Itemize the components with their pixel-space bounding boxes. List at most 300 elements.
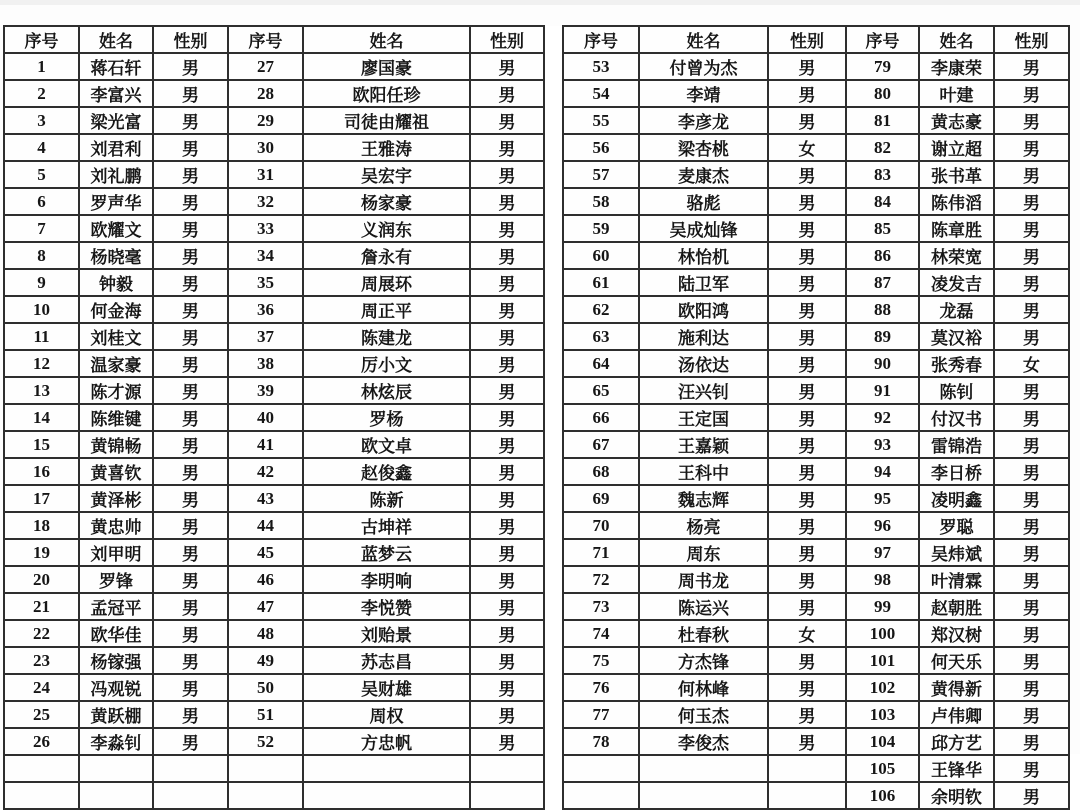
serial-cell: 94: [846, 458, 919, 485]
name-cell: 古坤祥: [303, 512, 470, 539]
gender-cell: 男: [470, 188, 544, 215]
serial-cell: 22: [4, 620, 79, 647]
name-cell: 叶清霖: [919, 566, 994, 593]
spacer-column: [544, 701, 563, 728]
serial-cell: 57: [563, 161, 639, 188]
gender-cell: 男: [470, 134, 544, 161]
gender-cell: 男: [994, 134, 1069, 161]
name-cell: 王定国: [639, 404, 768, 431]
gender-cell: 男: [768, 539, 846, 566]
spacer-column: [544, 782, 563, 809]
gender-cell: 男: [470, 296, 544, 323]
table-row: [4, 134, 1069, 161]
spacer-column: [544, 566, 563, 593]
gender-cell: 男: [768, 53, 846, 80]
serial-cell: 39: [228, 377, 303, 404]
name-cell: 吴财雄: [303, 674, 470, 701]
gender-cell: 男: [470, 350, 544, 377]
serial-cell: 97: [846, 539, 919, 566]
name-cell: 周正平: [303, 296, 470, 323]
gender-cell: 男: [994, 377, 1069, 404]
table-row: [4, 728, 1069, 755]
gender-cell: 男: [994, 269, 1069, 296]
gender-cell: [153, 755, 228, 782]
name-cell: 方杰锋: [639, 647, 768, 674]
gender-header: 性别: [153, 26, 228, 53]
serial-cell: 28: [228, 80, 303, 107]
serial-cell: 80: [846, 80, 919, 107]
serial-cell: 73: [563, 593, 639, 620]
gender-cell: 男: [153, 296, 228, 323]
gender-cell: 男: [994, 53, 1069, 80]
serial-cell: 16: [4, 458, 79, 485]
gender-cell: [768, 755, 846, 782]
spacer-column: [544, 647, 563, 674]
gender-cell: 男: [153, 431, 228, 458]
gender-cell: 女: [768, 134, 846, 161]
spacer-column: [544, 539, 563, 566]
serial-cell: 6: [4, 188, 79, 215]
gender-cell: 男: [768, 350, 846, 377]
gender-cell: 男: [768, 242, 846, 269]
name-cell: 周展环: [303, 269, 470, 296]
gender-cell: 男: [768, 431, 846, 458]
gender-header: 性别: [994, 26, 1069, 53]
gender-cell: 男: [153, 269, 228, 296]
serial-cell: 10: [4, 296, 79, 323]
name-cell: 吴成灿锋: [639, 215, 768, 242]
name-cell: 李靖: [639, 80, 768, 107]
spacer-column: [544, 215, 563, 242]
table-row: [4, 782, 1069, 809]
serial-cell: 102: [846, 674, 919, 701]
name-cell: 刘君利: [79, 134, 153, 161]
gender-cell: 男: [470, 593, 544, 620]
serial-cell: 95: [846, 485, 919, 512]
name-cell: 邱方艺: [919, 728, 994, 755]
serial-cell: 52: [228, 728, 303, 755]
name-cell: 施利达: [639, 323, 768, 350]
name-cell: 林怡机: [639, 242, 768, 269]
name-cell: 李悦赞: [303, 593, 470, 620]
gender-cell: 男: [470, 404, 544, 431]
name-cell: 司徒由耀祖: [303, 107, 470, 134]
name-cell: 魏志辉: [639, 485, 768, 512]
gender-cell: 男: [153, 80, 228, 107]
serial-cell: 38: [228, 350, 303, 377]
gender-cell: 男: [994, 539, 1069, 566]
name-cell: 陈维键: [79, 404, 153, 431]
gender-cell: 男: [994, 161, 1069, 188]
gender-cell: 男: [994, 674, 1069, 701]
serial-cell: 19: [4, 539, 79, 566]
gender-cell: 男: [768, 404, 846, 431]
serial-cell: 29: [228, 107, 303, 134]
gender-cell: 男: [470, 647, 544, 674]
gender-cell: 男: [994, 512, 1069, 539]
spacer-column: [544, 728, 563, 755]
name-cell: 欧耀文: [79, 215, 153, 242]
serial-cell: 9: [4, 269, 79, 296]
serial-cell: 72: [563, 566, 639, 593]
spacer-column: [544, 755, 563, 782]
gender-cell: 男: [153, 674, 228, 701]
gender-cell: 男: [768, 188, 846, 215]
serial-cell: 76: [563, 674, 639, 701]
gender-cell: 男: [768, 512, 846, 539]
spacer-column: [544, 350, 563, 377]
spacer-column: [544, 620, 563, 647]
gender-cell: 男: [994, 323, 1069, 350]
name-cell: 欧阳鸿: [639, 296, 768, 323]
name-cell: 李日桥: [919, 458, 994, 485]
name-cell: 刘桂文: [79, 323, 153, 350]
gender-cell: 男: [994, 80, 1069, 107]
name-header: 姓名: [303, 26, 470, 53]
spacer-column: [544, 377, 563, 404]
gender-cell: 男: [768, 269, 846, 296]
name-cell: 杨晓毫: [79, 242, 153, 269]
serial-cell: 98: [846, 566, 919, 593]
name-cell: 厉小文: [303, 350, 470, 377]
serial-cell: 74: [563, 620, 639, 647]
serial-cell: 56: [563, 134, 639, 161]
gender-cell: 男: [994, 782, 1069, 809]
spacer-column: [544, 674, 563, 701]
name-cell: 义润东: [303, 215, 470, 242]
table-row: [4, 512, 1069, 539]
serial-cell: 25: [4, 701, 79, 728]
serial-cell: 105: [846, 755, 919, 782]
gender-cell: 男: [470, 458, 544, 485]
name-cell: 陈建龙: [303, 323, 470, 350]
serial-cell: 63: [563, 323, 639, 350]
gender-cell: 男: [768, 674, 846, 701]
serial-header: 序号: [228, 26, 303, 53]
gender-cell: 男: [153, 566, 228, 593]
serial-cell: 90: [846, 350, 919, 377]
serial-cell: 31: [228, 161, 303, 188]
serial-cell: 100: [846, 620, 919, 647]
serial-cell: [563, 755, 639, 782]
name-cell: 陈运兴: [639, 593, 768, 620]
gender-cell: 男: [470, 242, 544, 269]
gender-cell: 男: [994, 188, 1069, 215]
name-cell: 黄锦畅: [79, 431, 153, 458]
gender-header: 性别: [470, 26, 544, 53]
gender-cell: 男: [994, 296, 1069, 323]
spacer-column: [544, 80, 563, 107]
gender-cell: [470, 782, 544, 809]
gender-cell: 男: [994, 728, 1069, 755]
gender-cell: 男: [470, 431, 544, 458]
serial-cell: 84: [846, 188, 919, 215]
name-cell: 李明响: [303, 566, 470, 593]
table-row: [4, 350, 1069, 377]
gender-cell: 男: [768, 485, 846, 512]
spacer-column: [544, 188, 563, 215]
serial-cell: 34: [228, 242, 303, 269]
spacer-column: [544, 296, 563, 323]
name-cell: 付汉书: [919, 404, 994, 431]
serial-cell: 55: [563, 107, 639, 134]
name-cell: 凌发吉: [919, 269, 994, 296]
serial-cell: 11: [4, 323, 79, 350]
name-cell: 何金海: [79, 296, 153, 323]
gender-cell: 男: [470, 701, 544, 728]
serial-cell: 41: [228, 431, 303, 458]
name-cell: 张书革: [919, 161, 994, 188]
serial-cell: 81: [846, 107, 919, 134]
name-cell: 黄得新: [919, 674, 994, 701]
name-cell: 梁杏桃: [639, 134, 768, 161]
serial-cell: 27: [228, 53, 303, 80]
serial-cell: 13: [4, 377, 79, 404]
serial-cell: 91: [846, 377, 919, 404]
serial-cell: 2: [4, 80, 79, 107]
serial-cell: 1: [4, 53, 79, 80]
serial-cell: 51: [228, 701, 303, 728]
spacer-column: [544, 458, 563, 485]
serial-cell: 59: [563, 215, 639, 242]
gender-cell: 男: [768, 323, 846, 350]
serial-cell: 53: [563, 53, 639, 80]
name-cell: 罗锋: [79, 566, 153, 593]
serial-cell: 50: [228, 674, 303, 701]
gender-cell: 男: [153, 512, 228, 539]
table-row: [4, 242, 1069, 269]
gender-cell: 男: [470, 674, 544, 701]
name-cell: 何玉杰: [639, 701, 768, 728]
gender-cell: 男: [470, 53, 544, 80]
name-cell: 赵朝胜: [919, 593, 994, 620]
gender-cell: 男: [470, 485, 544, 512]
name-cell: 骆彪: [639, 188, 768, 215]
name-cell: 詹永有: [303, 242, 470, 269]
name-cell: 方忠帆: [303, 728, 470, 755]
name-cell: 孟冠平: [79, 593, 153, 620]
gender-cell: 男: [153, 539, 228, 566]
serial-cell: 75: [563, 647, 639, 674]
name-cell: 杨镓强: [79, 647, 153, 674]
serial-cell: 18: [4, 512, 79, 539]
serial-header: 序号: [563, 26, 639, 53]
table-row: [4, 107, 1069, 134]
gender-cell: 男: [470, 80, 544, 107]
serial-cell: [4, 782, 79, 809]
serial-cell: 48: [228, 620, 303, 647]
name-cell: 汤依达: [639, 350, 768, 377]
serial-cell: 49: [228, 647, 303, 674]
page-top-edge: [0, 0, 1080, 5]
gender-cell: 男: [994, 620, 1069, 647]
table-row: [4, 755, 1069, 782]
serial-cell: 82: [846, 134, 919, 161]
serial-cell: 17: [4, 485, 79, 512]
table-row: [4, 701, 1069, 728]
serial-cell: 14: [4, 404, 79, 431]
name-cell: 张秀春: [919, 350, 994, 377]
name-cell: 陈才源: [79, 377, 153, 404]
name-cell: 黄忠帅: [79, 512, 153, 539]
name-cell: 付曾为杰: [639, 53, 768, 80]
gender-cell: 女: [768, 620, 846, 647]
name-cell: 林炫辰: [303, 377, 470, 404]
name-cell: 陈伟滔: [919, 188, 994, 215]
serial-cell: 4: [4, 134, 79, 161]
gender-cell: 男: [470, 107, 544, 134]
serial-cell: 61: [563, 269, 639, 296]
serial-cell: 96: [846, 512, 919, 539]
name-cell: 周东: [639, 539, 768, 566]
serial-cell: 44: [228, 512, 303, 539]
table-row: [4, 269, 1069, 296]
gender-cell: 男: [153, 350, 228, 377]
gender-cell: 男: [994, 755, 1069, 782]
name-cell: 罗杨: [303, 404, 470, 431]
serial-cell: 46: [228, 566, 303, 593]
serial-cell: [563, 782, 639, 809]
name-cell: 欧文卓: [303, 431, 470, 458]
gender-cell: 男: [470, 512, 544, 539]
serial-header: 序号: [4, 26, 79, 53]
serial-cell: 58: [563, 188, 639, 215]
gender-cell: 男: [768, 566, 846, 593]
gender-cell: 男: [153, 134, 228, 161]
name-cell: 周权: [303, 701, 470, 728]
spacer-column: [544, 269, 563, 296]
name-cell: 刘甲明: [79, 539, 153, 566]
gender-cell: 男: [768, 593, 846, 620]
name-cell: 陈新: [303, 485, 470, 512]
table-row: [4, 215, 1069, 242]
serial-cell: 3: [4, 107, 79, 134]
gender-cell: 男: [768, 107, 846, 134]
name-cell: [639, 782, 768, 809]
serial-cell: 67: [563, 431, 639, 458]
serial-cell: 62: [563, 296, 639, 323]
gender-cell: 男: [153, 404, 228, 431]
table-row: [4, 566, 1069, 593]
serial-cell: 40: [228, 404, 303, 431]
serial-cell: 101: [846, 647, 919, 674]
table-row: [4, 161, 1069, 188]
name-cell: 王锋华: [919, 755, 994, 782]
serial-cell: 37: [228, 323, 303, 350]
name-cell: 陈钊: [919, 377, 994, 404]
serial-cell: 32: [228, 188, 303, 215]
serial-cell: 47: [228, 593, 303, 620]
spacer-column: [544, 485, 563, 512]
serial-cell: 30: [228, 134, 303, 161]
serial-cell: 99: [846, 593, 919, 620]
name-cell: 王嘉颖: [639, 431, 768, 458]
gender-cell: 男: [768, 296, 846, 323]
spacer-column: [544, 107, 563, 134]
name-cell: [639, 755, 768, 782]
serial-cell: 65: [563, 377, 639, 404]
gender-cell: 男: [153, 701, 228, 728]
name-cell: [303, 782, 470, 809]
gender-cell: 男: [768, 701, 846, 728]
name-cell: 林荣宽: [919, 242, 994, 269]
name-cell: 冯观锐: [79, 674, 153, 701]
serial-cell: 64: [563, 350, 639, 377]
name-cell: [79, 782, 153, 809]
gender-cell: [153, 782, 228, 809]
gender-cell: 男: [768, 161, 846, 188]
table-row: [4, 404, 1069, 431]
serial-cell: 103: [846, 701, 919, 728]
table-row: [4, 296, 1069, 323]
name-cell: [79, 755, 153, 782]
name-header: 姓名: [79, 26, 153, 53]
gender-cell: 男: [994, 404, 1069, 431]
name-cell: 雷锦浩: [919, 431, 994, 458]
table-row: [4, 620, 1069, 647]
gender-cell: 男: [768, 215, 846, 242]
serial-cell: 35: [228, 269, 303, 296]
gender-cell: 男: [470, 323, 544, 350]
name-header: 姓名: [639, 26, 768, 53]
serial-cell: 15: [4, 431, 79, 458]
name-cell: 黄跃棚: [79, 701, 153, 728]
gender-cell: 男: [470, 377, 544, 404]
gender-cell: [470, 755, 544, 782]
serial-cell: 86: [846, 242, 919, 269]
header-row: [4, 26, 1069, 53]
spacer-column: [544, 512, 563, 539]
gender-cell: 男: [994, 242, 1069, 269]
gender-cell: 男: [470, 161, 544, 188]
name-cell: 欧阳任珍: [303, 80, 470, 107]
gender-cell: 男: [153, 188, 228, 215]
gender-cell: 男: [768, 647, 846, 674]
serial-cell: 69: [563, 485, 639, 512]
name-cell: 苏志昌: [303, 647, 470, 674]
gender-header: 性别: [768, 26, 846, 53]
name-cell: 李淼钊: [79, 728, 153, 755]
serial-cell: 42: [228, 458, 303, 485]
gender-cell: 男: [994, 107, 1069, 134]
name-cell: 杨亮: [639, 512, 768, 539]
name-cell: 黄志豪: [919, 107, 994, 134]
name-cell: 何林峰: [639, 674, 768, 701]
name-cell: 李俊杰: [639, 728, 768, 755]
serial-cell: 36: [228, 296, 303, 323]
spacer-column: [544, 161, 563, 188]
gender-cell: 男: [470, 269, 544, 296]
name-cell: 赵俊鑫: [303, 458, 470, 485]
gender-cell: 男: [768, 80, 846, 107]
gender-cell: 男: [153, 485, 228, 512]
name-cell: 卢伟卿: [919, 701, 994, 728]
gender-cell: 男: [470, 215, 544, 242]
serial-cell: 79: [846, 53, 919, 80]
serial-cell: 92: [846, 404, 919, 431]
name-header: 姓名: [919, 26, 994, 53]
gender-cell: 男: [153, 620, 228, 647]
gender-cell: 男: [153, 323, 228, 350]
name-cell: 李康荣: [919, 53, 994, 80]
name-cell: 凌明鑫: [919, 485, 994, 512]
name-cell: 莫汉裕: [919, 323, 994, 350]
gender-cell: 男: [153, 458, 228, 485]
serial-cell: 85: [846, 215, 919, 242]
spacer-column: [544, 242, 563, 269]
serial-cell: 87: [846, 269, 919, 296]
gender-cell: [768, 782, 846, 809]
